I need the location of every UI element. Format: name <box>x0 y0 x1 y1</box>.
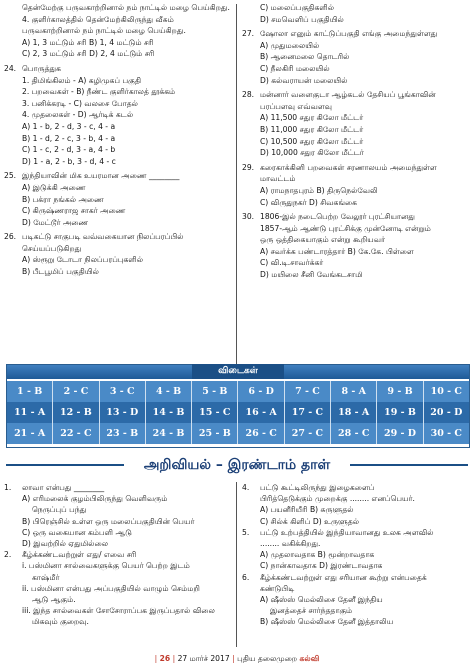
question-line: 1857-ஆம் ஆண்டு புரட்சிக்கு முன்னோடி என்றும் <box>260 223 431 233</box>
answer-cell: 23 - B <box>100 423 146 444</box>
answer-key-title: விடைகள் <box>192 364 284 379</box>
answer-cell: 25 - B <box>192 423 238 444</box>
answer-cell: 16 - A <box>238 402 284 423</box>
option-line: A) ஸ்ரூறு டோடா நிலப்பரப்புகளில் <box>22 255 144 265</box>
answer-cell: 1 - B <box>7 381 53 402</box>
question-line: பரப்பளவு எவ்வளவு <box>260 101 332 111</box>
option-line: D) 10,000 சதுர கிலோ மீட்டர் <box>260 148 364 158</box>
option-line: D) கல்வராயன் மலையில் <box>260 75 348 85</box>
answer-cell: 21 - A <box>7 423 53 444</box>
answer-cell: 9 - B <box>377 381 423 402</box>
option-line: D) மயிலை சீனி வேங்கடசாமி <box>260 270 363 280</box>
question-29: 29. கரைகாக்கினி பறவைகள் சரணாலயம் அமைந்துள்ள <box>242 162 437 172</box>
answer-cell: 7 - C <box>285 381 331 402</box>
publication-brand: கல்வி <box>299 654 320 663</box>
option-line: B) பக்ரா நங்கல் அணை <box>22 194 104 204</box>
answer-cell: 20 - D <box>430 407 463 418</box>
option-line: C) கிருஷ்ணராஜ சாகர் அணை <box>22 206 126 216</box>
statement-line: iii. இந்த சால்வைகள் சோசோராப்பக இருப்பதால் விலை <box>22 606 215 616</box>
question-line: மாவட்டம் <box>260 174 296 184</box>
answer-cell: 19 - B <box>377 402 423 423</box>
answer-key-box <box>6 364 470 448</box>
page-number: 26 <box>159 654 171 663</box>
option-line: A) முதுமலையில் <box>260 40 320 50</box>
question-line: கண்டுபிடி <box>260 583 295 593</box>
statement-line: ii. பஸ்மினா என்பது அப்பகுதியில் வாழும் செம்மறி <box>22 583 200 593</box>
question-25: 25. இந்தியாவின் மிக உயரமான அணை ________ <box>4 171 180 181</box>
question-2: 2. கீழ்க்கண்டவற்றுள் எது/ எவை சரி <box>4 550 137 560</box>
option-line: C) 10,500 சதுர கிலோ மீட்டர் <box>260 136 364 146</box>
option-line: D) இவற்றில் ஏதுமில்லை <box>22 539 109 549</box>
match-line: 4. முதலைகள் - D) ஆர்டிக் கடல் <box>22 110 134 120</box>
answer-cell: 3 - C <box>100 381 146 402</box>
option-line: D) மேட்டூர் அணை <box>22 217 89 227</box>
option-line: B) 11,000 சதுர கிலோ மீட்டர் <box>260 124 364 134</box>
statement-line: மிகவும் குறைவு. <box>32 617 89 627</box>
option-line: இனத்தைச் சார்ந்ததாகும் <box>270 606 353 616</box>
section-heading <box>6 452 468 478</box>
question-4: 4. பட்டு கூட்டிலிருந்து இழைகளைப் <box>242 483 375 492</box>
option-line: நெருப்புப் பந்து <box>32 505 87 515</box>
answer-cell: 29 - D <box>377 423 423 444</box>
option-line: D) சமவெளிப் பகுதியில் <box>260 14 344 24</box>
answer-row <box>7 423 469 444</box>
option-line: C) சில்க் கிளிப் D) உருளுதல் <box>260 516 360 526</box>
option-line: A) ராமநாதபுரம் B) திருநெல்வேலி <box>260 185 378 195</box>
right-column-questions <box>242 2 470 281</box>
statement-line: i. பஸ்மினா சால்வைகளுக்கு பெயர் பெற்ற இடம் <box>22 561 190 571</box>
match-line: 2. பறவைகள் - B) நீண்ட குளிர்காலத் தூக்கம் <box>22 87 176 97</box>
answer-cell: 18 - A <box>331 402 377 423</box>
question-line: செய்யப்படுகிறது <box>22 243 82 253</box>
issue-date: 27 மார்ச் 2017 <box>177 654 230 663</box>
question-5: 5. பட்டு உற்பத்தியில் இந்தியாவானது உலக அளவில் <box>242 527 434 537</box>
answer-cell: 5 - B <box>192 381 238 402</box>
question-line: ........ வகிக்கிறது. <box>260 539 321 549</box>
option-line: A) ஷீஸ்ஸ் மெல்லிசை தேனீ இந்திய <box>260 595 383 605</box>
question-26: 26. படிகட்டு சாகுபடி வவ்வகையான நிலப்பரப்பில் <box>4 232 184 242</box>
question-30: 30. 1806-இல் நடைபெற்ற வேலூர் புரட்சியானது <box>242 212 415 222</box>
option-line: A) 11,500 சதுர கிலோ மீட்டர் <box>260 113 364 123</box>
option-line: A) பயனீரியீரி B) சுருளுதல் <box>260 505 354 515</box>
option-line: C) 1 - c, 2 - d, 3 - a, 4 - b <box>22 145 116 155</box>
question-line: ஒரு ஒத்திகையாகும் என்று கூறியவர் <box>260 235 386 245</box>
option-line: C) 2, 3 மட்டும் சரி D) 2, 4 மட்டும் சரி <box>22 49 155 59</box>
option-line: C) ஒரு வகையான கம்பளி ஆடு <box>22 527 132 537</box>
left-column-questions <box>4 2 232 278</box>
match-line: 3. பனிக்கரடி - C) வலசை போதல் <box>22 98 138 108</box>
page-footer: | 26 | 27 மார்ச் 2017 | புதிய தலைமுறை கல்வி <box>154 654 320 663</box>
column-divider <box>236 482 237 647</box>
option-line: C) வி.டி.சாவர்க்கர் <box>260 258 324 268</box>
answer-cell: 27 - C <box>285 423 331 444</box>
answer-cell: 11 - A <box>7 402 53 423</box>
question-1: 1. லாவா என்பது ________ <box>4 483 105 492</box>
question-24: 24. பொருத்துக <box>4 63 61 73</box>
option-line: C) நீலகிரி மலையில் <box>260 63 330 73</box>
publication-name: புதிய தலைமுறை <box>237 654 298 663</box>
statement-line: பருவகாற்றினால் நம் நாட்டில் மழை பெய்கிறது. <box>22 26 186 36</box>
answer-cell: 10 - C <box>430 386 462 397</box>
option-line: B) ஷீஸ்ஸ் மெல்லிசை தேனீ இத்தாலிய <box>260 617 394 627</box>
option-line: B) ஆனைமலை தொடரில் <box>260 52 350 62</box>
option-line: C) நான்காவதாக D) இரண்டாவதாக <box>260 561 383 571</box>
answer-cell: 6 - D <box>238 381 284 402</box>
question-27: 27. ஷோலா எனும் காட்டுப்பகுதி எங்கு அமைந்துள்ளது <box>242 29 438 39</box>
answer-cell: 30 - C <box>430 428 462 439</box>
answer-key-grid <box>7 381 469 444</box>
option-line: A) சவர்க்க பண்டாரத்தார் B) கே.கே. பிள்ளை <box>260 246 414 256</box>
answer-cell: 8 - A <box>331 381 377 402</box>
section-title: அறிவியல் – இரண்டாம் தாள் <box>124 452 350 478</box>
option-line: B) பிரெஞ்சில் உள்ள ஒரு மலைப்பகுதியின் பெயர் <box>22 516 195 526</box>
science-left-column <box>4 482 232 628</box>
match-line: 1. திமிங்கிலம் - A) கழிமுகப் பகுதி <box>22 75 142 85</box>
question-6: 6. கீழ்க்கண்டவற்றுள் எது சரியான கூற்று என்பதைக் <box>242 572 427 582</box>
answer-row <box>7 381 469 402</box>
option-line: A) முதலாவதாக B) மூன்றாவதாக <box>260 550 375 560</box>
science-right-column <box>242 482 470 628</box>
answer-cell: 17 - C <box>285 402 331 423</box>
option-line: D) 1 - a, 2 - b, 3 - d, 4 - c <box>22 156 116 166</box>
statement-line: ஆடு ஆகும். <box>32 595 76 605</box>
answer-cell: 15 - C <box>192 402 238 423</box>
option-line: C) மலைப்பகுதிகளில் <box>260 3 335 12</box>
option-line: A) இடுக்கி அணை <box>22 182 86 192</box>
column-divider <box>236 4 237 364</box>
answer-cell: 2 - C <box>53 381 99 402</box>
answer-row <box>7 402 469 423</box>
statement-4: 4. குளிர்காலத்தில் தென்மேற்கிலிருந்து வீசும் <box>22 14 174 24</box>
option-line: C) விருதுநகர் D) சிவகங்கை <box>260 197 358 207</box>
answer-cell: 24 - B <box>146 423 192 444</box>
answer-cell: 26 - C <box>238 423 284 444</box>
option-line: A) 1, 3 மட்டும் சரி B) 1, 4 மட்டும் சரி <box>22 37 154 47</box>
answer-cell: 22 - C <box>53 423 99 444</box>
answer-cell: 14 - B <box>146 402 192 423</box>
statement-line: தென்மேற்கு பருவகாற்றினால் நம் நாட்டில் மழை பெய்கிறது. <box>22 3 230 12</box>
question-line: பிரித்தெடுக்கும் முறைக்கு ........ எனப்பெயர். <box>260 494 415 504</box>
answer-cell: 4 - B <box>146 381 192 402</box>
option-line: B) 1 - d, 2 - c, 3 - b, 4 - a <box>22 133 116 143</box>
answer-cell: 13 - D <box>100 402 146 423</box>
option-line: A) 1 - b, 2 - d, 3 - c, 4 - a <box>22 121 116 131</box>
question-28: 28. மன்னார் வளைகுடா ஆழ்கடல் தேசியப் பூங்காவின் <box>242 90 436 100</box>
option-line: A) எரிமலைக் குழம்பிலிருந்து வெளிவரும் <box>22 494 168 504</box>
statement-line: காஷ்மீர் <box>32 572 60 582</box>
answer-cell: 12 - B <box>53 402 99 423</box>
answer-cell: 28 - C <box>331 423 377 444</box>
option-line: B) பீடபூமிப் பகுதியில் <box>22 267 99 277</box>
